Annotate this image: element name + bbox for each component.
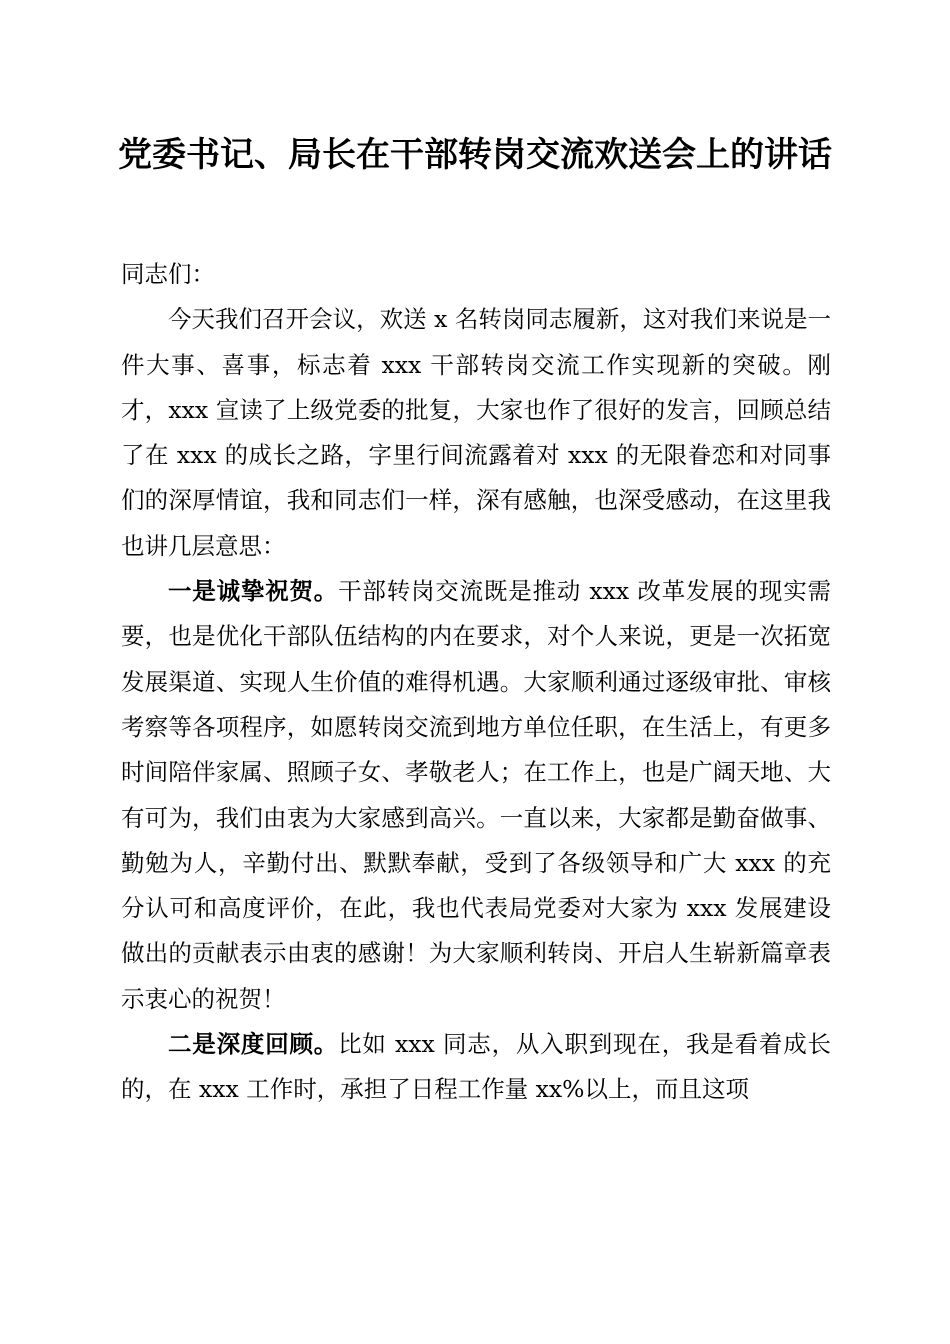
paragraph-opening bbox=[121, 297, 831, 569]
paragraph-review bbox=[121, 1022, 831, 1113]
paragraph-lead-review: 二是深度回顾。 bbox=[168, 1030, 339, 1059]
paragraph-text-review: 比如 xxx 同志，从入职到现在，我是看着成长的，在 xxx 工作时，承担了日程工作量 xx%以上，而且这项 bbox=[121, 1030, 832, 1104]
document-body bbox=[121, 252, 831, 1113]
salutation: 同志们： bbox=[121, 260, 215, 288]
document-title: 党委书记、局长在干部转岗交流欢送会上的讲话 bbox=[118, 135, 832, 175]
paragraph-text-congratulations: 干部转岗交流既是推动 xxx 改革发展的现实需要，也是优化干部队伍结构的内在要求，对个人来说，更是一次拓宽发展渠道、实现人生价值的难得机遇。大家顺利通过逐级审批、审核考察等各项程序，如愿转岗交流到地方单位任职，在生活上，有更多时间陪伴家属、照顾子女、孝敬老人；在工作上，也是广阔天地、大有可为，我们由衷为大家感到高兴。一直以来，大家都是勤奋做事、勤勉为人，辛勤付出、默默奉献，受到了各级领导和广大 xxx 的充分认可和高度评价，在此，我也代表局党委对大家为 xxx 发展建设做出的贡献表示由衷的感谢！为大家顺利转岗、开启人生崭新篇章表示衷心的祝贺！ bbox=[121, 577, 832, 1013]
paragraph-text: 今天我们召开会议，欢送 x 名转岗同志履新，这对我们来说是一件大事、喜事，标志着 xxx 干部转岗交流工作实现新的突破。刚才，xxx 宣读了上级党委的批复，大家也作了很好的发言，回顾总结了在 xxx 的成长之路，字里行间流露着对 xxx 的无限眷恋和对同事们的深厚情谊，我和同志们一样，深有感触，也深受感动，在这里我也讲几层意思： bbox=[121, 305, 831, 560]
paragraph-lead-congratulations: 一是诚挚祝贺。 bbox=[168, 577, 339, 606]
paragraph-congratulations bbox=[121, 569, 831, 1022]
